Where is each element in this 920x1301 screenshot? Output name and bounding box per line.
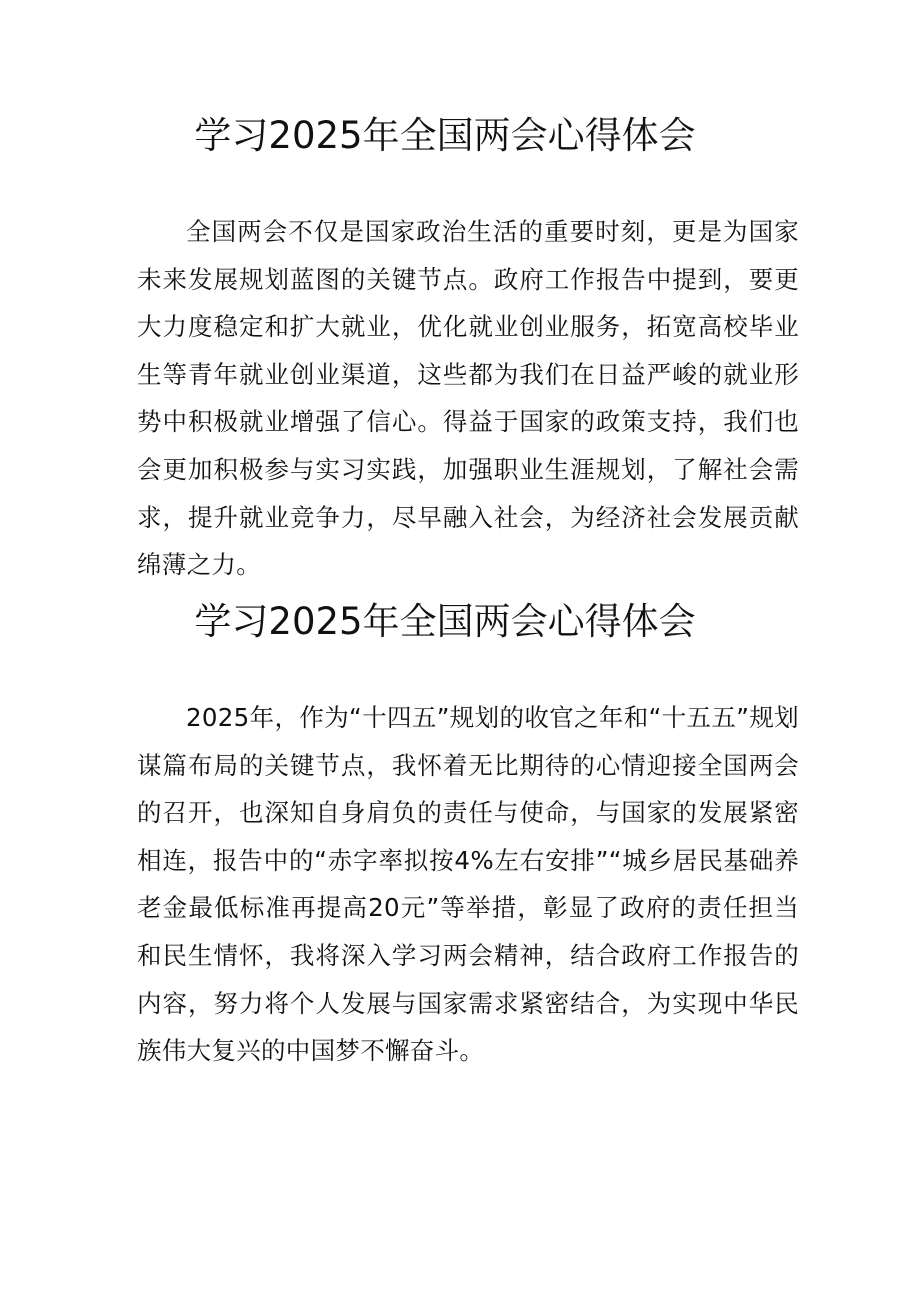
section-2-title: 学习2025年全国两会心得体会 bbox=[194, 600, 696, 643]
section-1-paragraph: 全国两会不仅是国家政治生活的重要时刻，更是为国家未来发展规划蓝图的关键节点。政府工作报告中提到，要更大力度稳定和扩大就业，优化就业创业服务，拓宽高校毕业生等青年就业创业渠道，这些都为我们在日益严峻的就业形势中积极就业增强了信心。得益于国家的政策支持，我们也会更加积极参与实习实践，加强职业生涯规划，了解社会需求，提升就业竞争力，尽早融入社会，为经济社会发展贡献绵薄之力。 bbox=[137, 217, 799, 580]
section-2-paragraph: 2025年，作为“十四五”规划的收官之年和“十五五”规划谋篇布局的关键节点，我怀着无比期待的心情迎接全国两会的召开，也深知自身肩负的责任与使命，与国家的发展紧密相连，报告中的“赤字率拟按4%左右安排”“城乡居民基础养老金最低标准再提高20元”等举措，彰显了政府的责任担当和民生情怀，我将深入学习两会精神，结合政府工作报告的内容，努力将个人发展与国家需求紧密结合，为实现中华民族伟大复兴的中国梦不懈奋斗。 bbox=[137, 703, 799, 1066]
section-1-title: 学习2025年全国两会心得体会 bbox=[194, 114, 696, 157]
